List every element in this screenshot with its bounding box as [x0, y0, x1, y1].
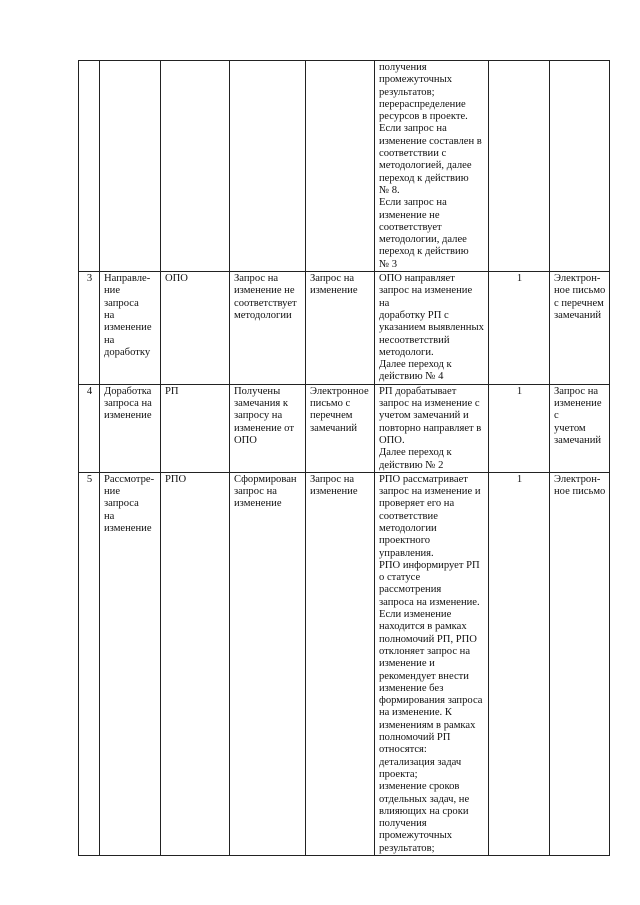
action-description: получения промежуточных результатов; перераспределение ресурсов в проекте. Если запрос на изменение составлен в соответствии с методологией, далее переход к действию № 8. Если запрос на изменение не соответствует методологии, далее переход к действию № 3 — [375, 61, 489, 272]
input-document: Электронное письмо с перечнем замечаний — [306, 384, 375, 472]
input-condition: Получены замечания к запросу на изменение от ОПО — [230, 384, 306, 472]
process-table — [78, 60, 610, 856]
table-row — [79, 272, 610, 385]
input-condition — [230, 61, 306, 272]
step-name: Направле- ние запроса на изменение на доработку — [100, 272, 161, 385]
action-description: РП дорабатывает запрос на изменение с учетом замечаний и повторно направляет в ОПО. Далее переход к действию № 2 — [375, 384, 489, 472]
quantity — [489, 61, 550, 272]
row-number — [79, 61, 100, 272]
quantity: 1 — [489, 272, 550, 385]
table-row — [79, 61, 610, 272]
step-name: Рассмотре- ние запроса на изменение — [100, 472, 161, 855]
actor: РПО — [161, 472, 230, 855]
quantity: 1 — [489, 472, 550, 855]
step-name: Доработка запроса на изменение — [100, 384, 161, 472]
table-row — [79, 472, 610, 855]
row-number: 3 — [79, 272, 100, 385]
output-document: Электрон- ное письмо — [550, 472, 610, 855]
input-document: Запрос на изменение — [306, 472, 375, 855]
action-description: РПО рассматривает запрос на изменение и проверяет его на соответствие методологии проектного управления. РПО информирует РП о статусе рассмотрения запроса на изменение. Если изменение находится в рамках полномочий РП, РПО отклоняет запрос на изменение и рекомендует внести изменение без формирования запроса на изменение. К изменениям в рамках полномочий РП относятся: детализация задач проекта; изменение сроков отдельных задач, не влияющих на сроки получения промежуточных результатов; — [375, 472, 489, 855]
actor: ОПО — [161, 272, 230, 385]
step-name — [100, 61, 161, 272]
output-document: Электрон- ное письмо с перечнем замечаний — [550, 272, 610, 385]
input-document: Запрос на изменение — [306, 272, 375, 385]
input-document — [306, 61, 375, 272]
actor: РП — [161, 384, 230, 472]
output-document — [550, 61, 610, 272]
input-condition: Сформирован запрос на изменение — [230, 472, 306, 855]
output-document: Запрос на изменение с учетом замечаний — [550, 384, 610, 472]
table-row — [79, 384, 610, 472]
actor — [161, 61, 230, 272]
quantity: 1 — [489, 384, 550, 472]
action-description: ОПО направляет запрос на изменение на доработку РП с указанием выявленных несоответствий методологи. Далее переход к действию № 4 — [375, 272, 489, 385]
row-number: 5 — [79, 472, 100, 855]
input-condition: Запрос на изменение не соответствует методологии — [230, 272, 306, 385]
row-number: 4 — [79, 384, 100, 472]
